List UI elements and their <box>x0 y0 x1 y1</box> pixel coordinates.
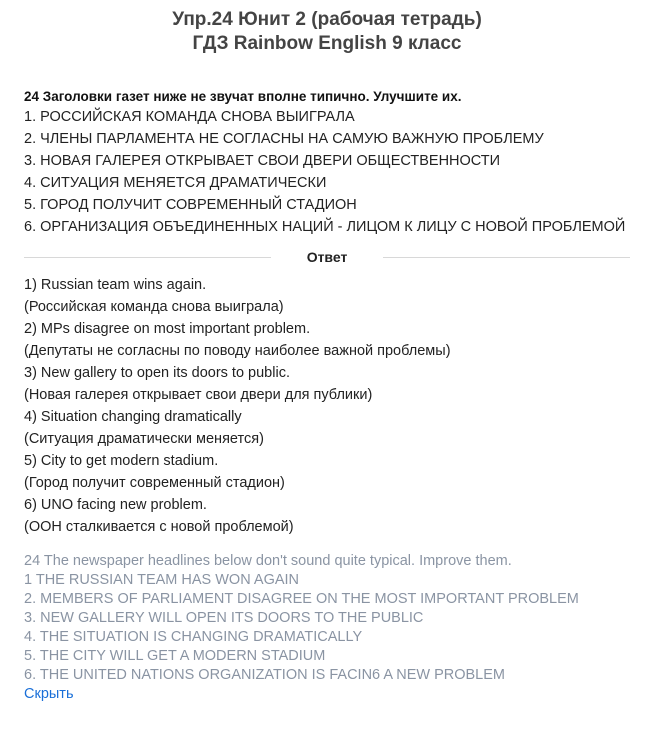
task-section <box>24 88 630 238</box>
page-title <box>0 8 654 56</box>
divider-rule-left <box>24 257 271 258</box>
translation-section <box>24 552 630 704</box>
translation-item: 6. THE UNITED NATIONS ORGANIZATION IS FACIN6 A NEW PROBLEM <box>24 667 505 683</box>
hide-translation-link[interactable]: Скрыть <box>24 686 74 702</box>
translation-item: 2. MEMBERS OF PARLIAMENT DISAGREE ON THE MOST IMPORTANT PROBLEM <box>24 591 579 607</box>
answer-line: (ООН сталкивается с новой проблемой) <box>24 519 294 535</box>
task-item: 3. НОВАЯ ГАЛЕРЕЯ ОТКРЫВАЕТ СВОИ ДВЕРИ ОБЩЕСТВЕННОСТИ <box>24 153 501 169</box>
task-item: 4. СИТУАЦИЯ МЕНЯЕТСЯ ДРАМАТИЧЕСКИ <box>24 175 327 191</box>
task-item: 1. РОССИЙСКАЯ КОМАНДА СНОВА ВЫИГРАЛА <box>24 109 355 125</box>
main-content <box>24 88 630 704</box>
answer-line: 2) MPs disagree on most important problem. <box>24 321 311 337</box>
divider-rule-right <box>383 257 630 258</box>
title-line-2: ГДЗ Rainbow English 9 класс <box>192 33 462 54</box>
task-header: 24 Заголовки газет ниже не звучат вполне типично. Улучшите их. <box>24 89 462 104</box>
answer-line: 3) New gallery to open its doors to public. <box>24 365 290 381</box>
translation-item: 5. THE CITY WILL GET A MODERN STADIUM <box>24 648 326 664</box>
answer-line: (Российская команда снова выиграла) <box>24 299 284 315</box>
translation-item: 1 THE RUSSIAN TEAM HAS WON AGAIN <box>24 572 300 588</box>
answer-line: 5) City to get modern stadium. <box>24 453 219 469</box>
translation-item: 3. NEW GALLERY WILL OPEN ITS DOORS TO THE PUBLIC <box>24 610 424 626</box>
translation-item: 4. THE SITUATION IS CHANGING DRAMATICALLY <box>24 629 363 645</box>
translation-header: 24 The newspaper headlines below don't sound quite typical. Improve them. <box>24 553 512 569</box>
task-item: 5. ГОРОД ПОЛУЧИТ СОВРЕМЕННЫЙ СТАДИОН <box>24 197 357 213</box>
answer-line: 4) Situation changing dramatically <box>24 409 242 425</box>
answer-line: 1) Russian team wins again. <box>24 277 207 293</box>
answer-divider <box>24 248 630 266</box>
answer-section <box>24 274 630 538</box>
answer-line: (Депутаты не согласны по поводу наиболее важной проблемы) <box>24 343 451 359</box>
title-line-1: Упр.24 Юнит 2 (рабочая тетрадь) <box>172 9 482 30</box>
answer-line: 6) UNO facing new problem. <box>24 497 207 513</box>
answer-label: Ответ <box>306 249 348 265</box>
task-item: 6. ОРГАНИЗАЦИЯ ОБЪЕДИНЕННЫХ НАЦИЙ - ЛИЦОМ К ЛИЦУ С НОВОЙ ПРОБЛЕМОЙ <box>24 219 626 235</box>
task-item: 2. ЧЛЕНЫ ПАРЛАМЕНТА НЕ СОГЛАСНЫ НА САМУЮ ВАЖНУЮ ПРОБЛЕМУ <box>24 131 544 147</box>
answer-line: (Ситуация драматически меняется) <box>24 431 264 447</box>
answer-line: (Новая галерея открывает свои двери для публики) <box>24 387 373 403</box>
answer-line: (Город получит современный стадион) <box>24 475 285 491</box>
